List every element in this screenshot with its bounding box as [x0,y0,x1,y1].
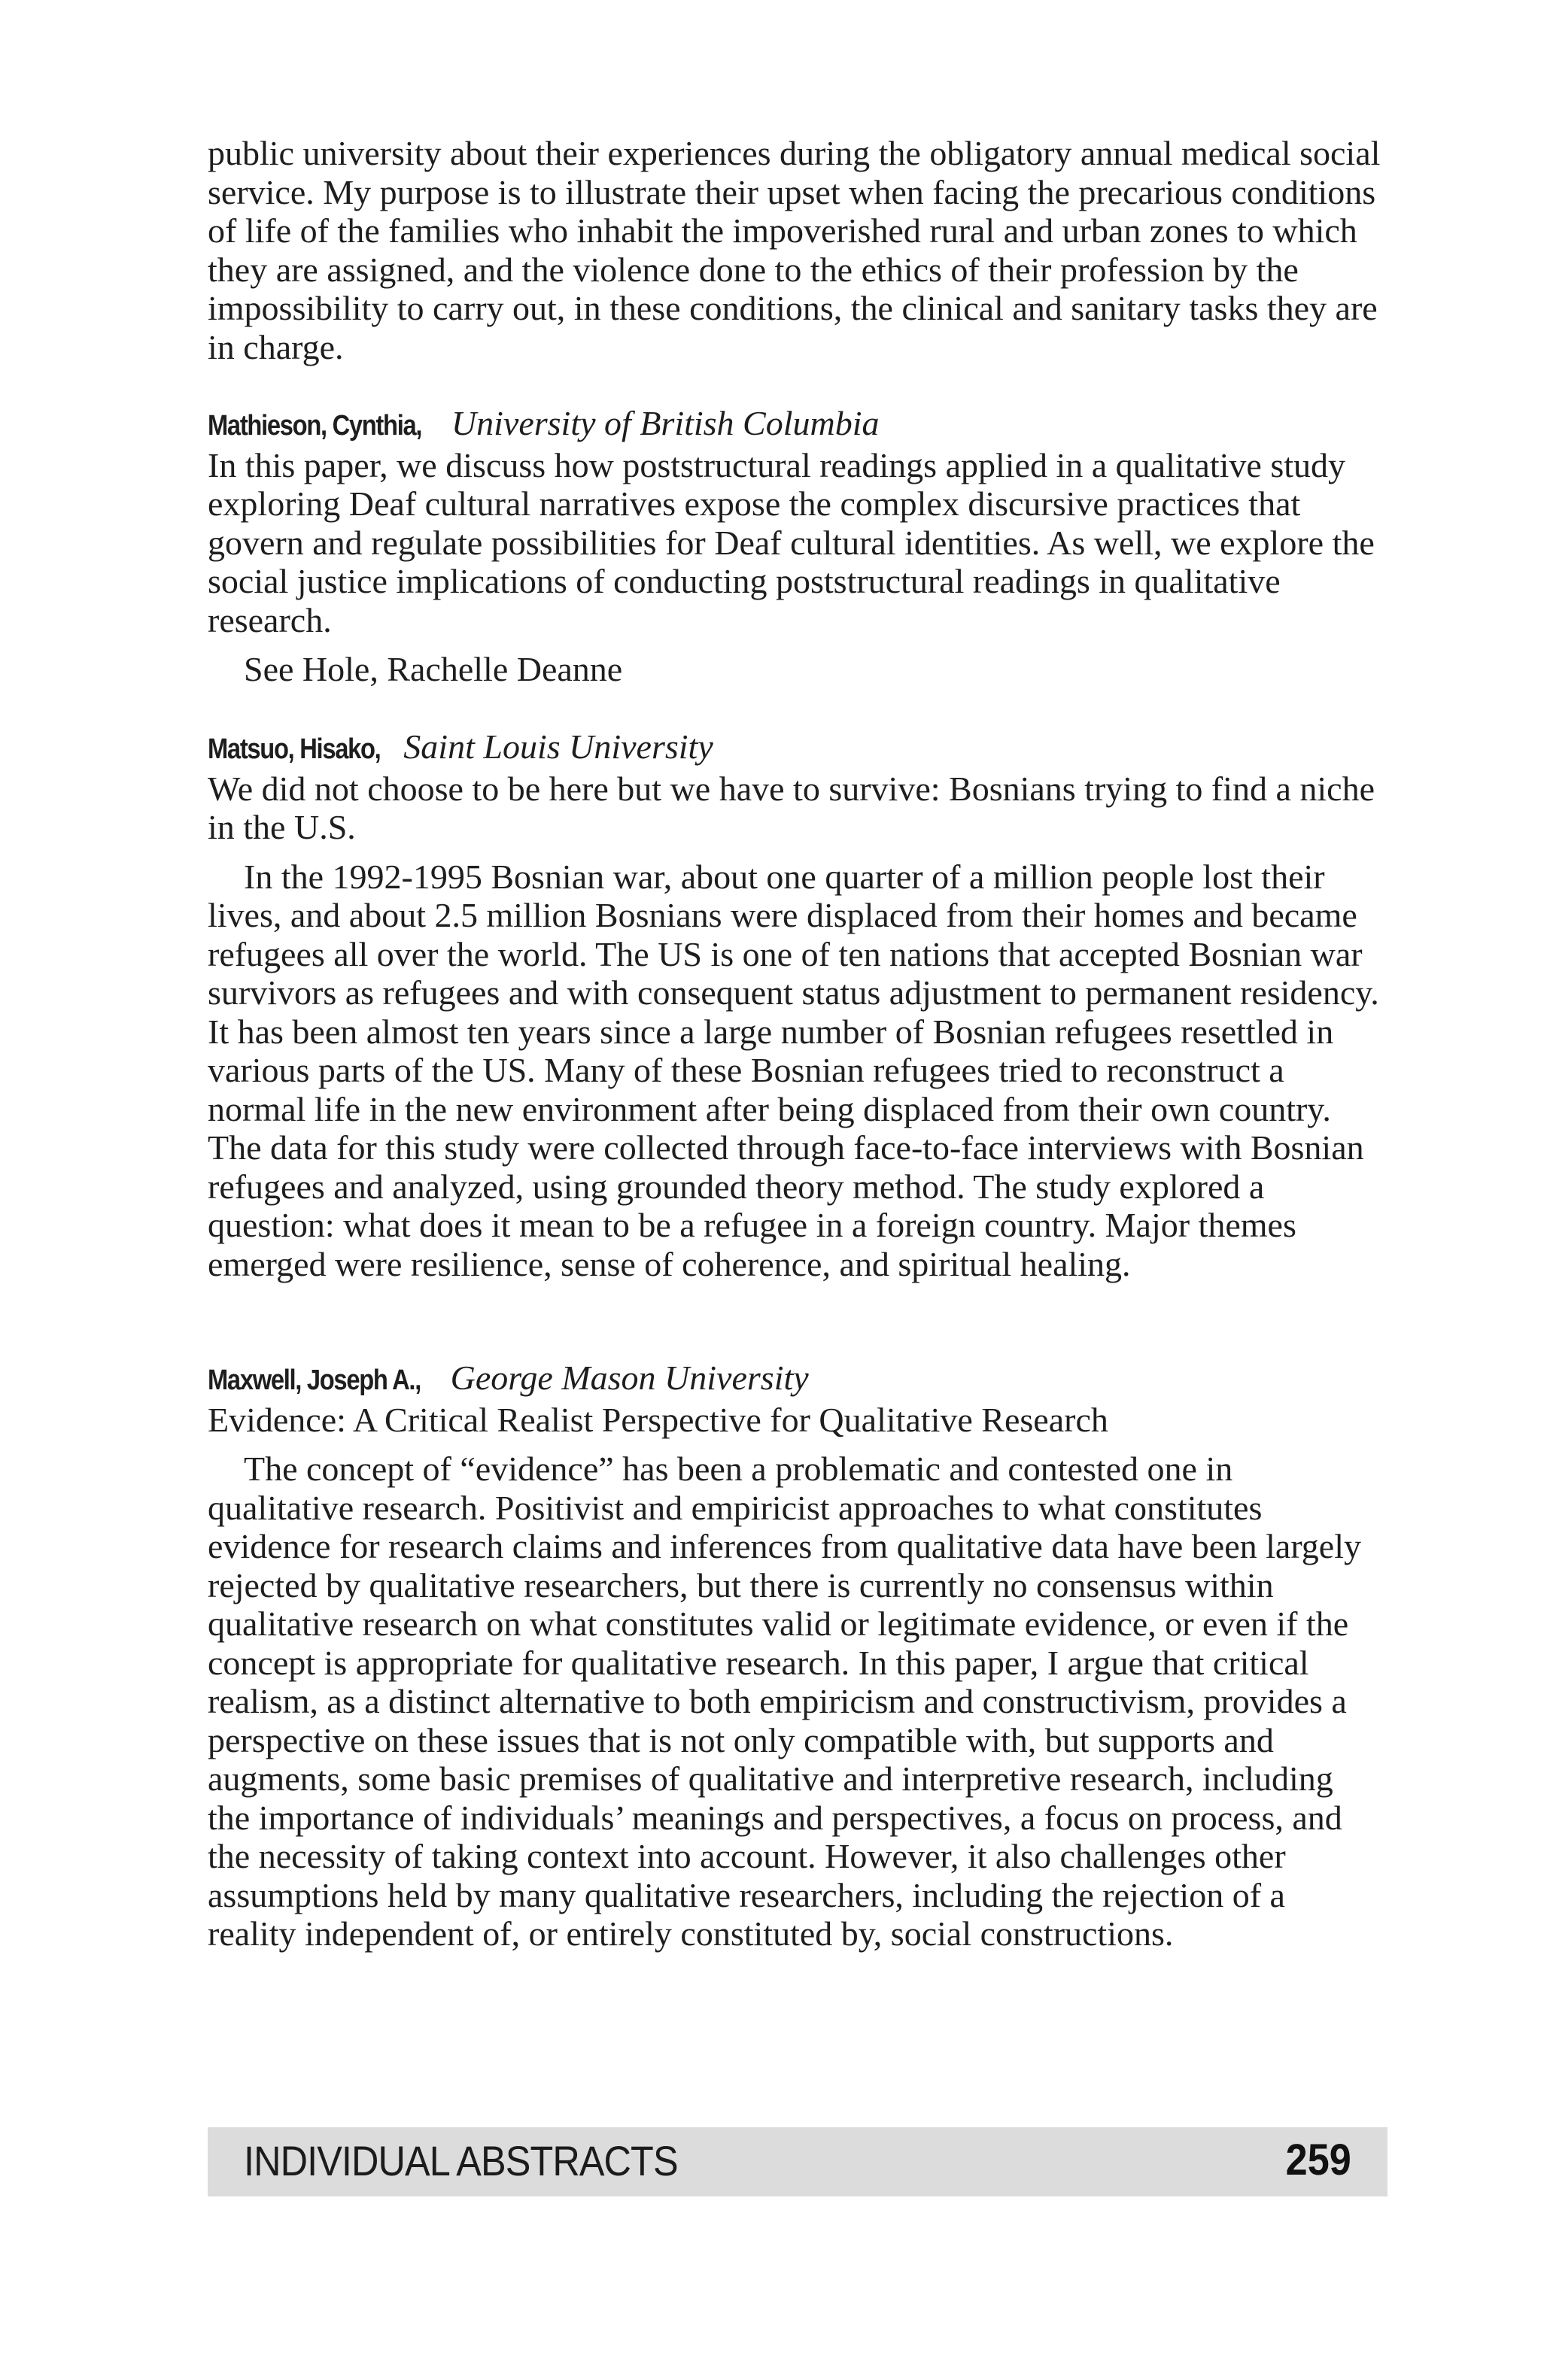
abstract-title: Evidence: A Critical Realist Perspective for Qualitative Research [208,1400,1108,1439]
entry-heading [208,1358,1381,1401]
entry-matsuo [208,727,1381,1283]
entry-heading [208,727,1381,770]
abstract-body: The concept of “evidence” has been a problematic and contested one in qualitative research. Positivist and empiricist approaches to what constitutes evidence for research claims and inferences from qualitative data have been largely rejected by qualitative researchers, but there is currently no consensus within qualitative research on what constitutes valid or legitimate evidence, or even if the concept is appropriate for qualitative research. In this paper, I argue that critical realism, as a distinct alternative to both empiricism and constructivism, provides a perspective on these issues that is not only compatible with, but supports and augments, some basic premises of qualitative and interpretive research, including the importance of individuals’ meanings and perspectives, a focus on process, and the necessity of taking context into account. However, it also challenges other assumptions held by many qualitative researchers, including the rejection of a reality independent of, or entirely constituted by, social constructions. [208,1450,1362,1953]
intro-paragraph: public university about their experiences during the obligatory annual medical social service. My purpose is to illustrate their upset when facing the precarious conditions of life of the families who inhabit the impoverished rural and urban zones to which they are assigned, and the violence done to the ethics of their profession by the impossibility to carry out, in these conditions, the clinical and sanitary tasks they are in charge. [208,134,1381,366]
abstract-body: In the 1992-1995 Bosnian war, about one quarter of a million people lost their lives, and about 2.5 million Bosnians were displaced from their homes and became refugees all over the world. The US is one of ten nations that accepted Bosnian war survivors as refugees and with consequent status adjustment to permanent residency. It has been almost ten years since a large number of Bosnian refugees resettled in various parts of the US. Many of these Bosnian refugees tried to reconstruct a normal life in the new environment after being displaced from their own country. The data for this study were collected through face-to-face interviews with Bosnian refugees and analyzed, using grounded theory method. The study explored a question: what does it mean to be a refugee in a foreign country. Major themes emerged were resilience, sense of coherence, and spiritual healing. [208,857,1379,1283]
author-affiliation: Saint Louis University [403,727,713,766]
author-name: Mathieson, Cynthia, [208,410,422,442]
section-title: INDIVIDUAL ABSTRACTS [244,2137,678,2184]
page-footer [208,2127,1388,2196]
entry-mathieson [208,404,1381,689]
entry-maxwell [208,1358,1381,1953]
entry-heading [208,404,1381,446]
author-name: Matsuo, Hisako, [208,733,381,765]
page-number: 259 [1285,2136,1351,2184]
author-name: Maxwell, Joseph A., [208,1365,421,1396]
see-also-reference: See Hole, Rachelle Deanne [244,650,623,688]
author-affiliation: George Mason University [450,1358,809,1397]
author-affiliation: University of British Columbia [451,404,880,442]
abstract-title: We did not choose to be here but we have to survive: Bosnians trying to find a niche in the U.S. [208,769,1375,846]
abstract-body: In this paper, we discuss how poststructural readings applied in a qualitative study exploring Deaf cultural narratives expose the complex discursive practices that govern and regulate possibilities for Deaf cultural identities. As well, we explore the social justice implications of conducting poststructural readings in qualitative research. [208,445,1375,639]
intro-paragraph-block [208,134,1381,366]
